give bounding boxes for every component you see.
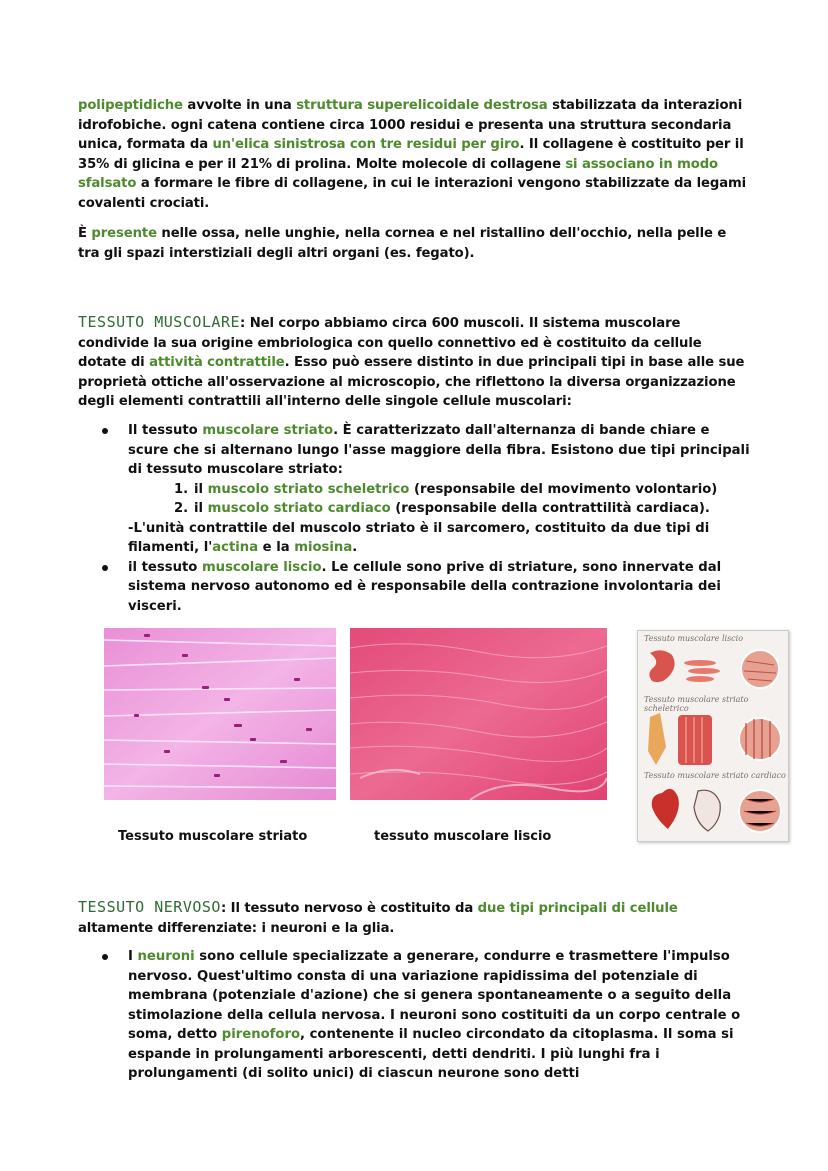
- list-item-neurons: [100, 947, 750, 1084]
- muscle-types-illustration: [637, 630, 789, 842]
- caption-smooth: tessuto muscolare liscio: [374, 829, 552, 844]
- body-text: e la: [258, 540, 295, 555]
- body-text: . È caratterizzato dall'alternanza di bande chiare e scure che si alternano lungo l'asse maggiore della fibra. Esistono due tipi principali di tessuto muscolare striato:: [128, 423, 750, 477]
- highlight-text: neuroni: [137, 949, 195, 964]
- smooth-muscle-micrograph: [350, 628, 607, 800]
- skeletal-muscle-icon: [642, 707, 784, 771]
- highlight-text: si associano in modo sfalsato: [78, 156, 719, 191]
- highlight-text: presente: [91, 226, 157, 241]
- body-text: nelle ossa, nelle unghie, nella cornea e nel ristallino dell'occhio, nella pelle e tra gli spazi interstiziali degli altri organi (es. fegato).: [78, 226, 727, 261]
- section-heading-muscle: TESSUTO MUSCOLARE: [78, 313, 241, 331]
- list-number: 1.: [174, 481, 189, 497]
- list-item-cardiac: [174, 499, 750, 519]
- body-text: (responsabile della contrattilità cardiaca).: [390, 501, 710, 516]
- caption-striated: Tessuto muscolare striato: [118, 829, 308, 844]
- cardiac-muscle-icon: [642, 783, 784, 837]
- bullet-dot: [102, 565, 108, 571]
- bullet-dot: [102, 954, 108, 960]
- highlight-text: muscolo striato scheletrico: [207, 481, 410, 497]
- body-text: a formare le fibre di collagene, in cui le interazioni vengono stabilizzate da legami covalenti crociati.: [78, 176, 747, 211]
- body-text: il tessuto: [128, 559, 202, 575]
- highlight-text: muscolare liscio: [201, 559, 322, 575]
- striated-muscle-micrograph: [104, 628, 336, 800]
- body-text: avvolte in una: [182, 98, 297, 113]
- body-text: (responsabile del movimento volontario): [409, 481, 718, 497]
- body-text: : Il tessuto nervoso è costituito da: [220, 901, 478, 916]
- body-text: , contenente il nucleo circondato da citoplasma. Il soma si espande in prolungamenti arborescenti, detti dendriti. I più lunghi fra i prolungamenti (di solito unici) di ciascun neurone sono detti: [128, 1027, 734, 1081]
- list-item-smooth: [100, 558, 750, 617]
- list-number: 2.: [174, 501, 189, 516]
- muscle-types-list: [100, 421, 750, 616]
- collagen-location-paragraph: [78, 224, 750, 263]
- body-text: : Nel corpo abbiamo circa 600 muscoli. Il sistema muscolare condivide la sua origine embriologica con quello connettivo ed è costituito da cellule dotate di: [78, 316, 702, 370]
- highlight-text: pirenoforo: [221, 1027, 301, 1042]
- body-text: Il tessuto: [128, 423, 203, 438]
- highlight-text: un'elica sinistrosa con tre residui per giro: [212, 137, 520, 152]
- highlight-text: muscolare striato: [202, 423, 334, 438]
- body-text: . Le cellule sono prive di striature, sono innervate dal sistema nervoso autonomo ed è responsabile della contrazione involontaria dei visceri.: [128, 559, 722, 614]
- inset-label-smooth: Tessuto muscolare liscio: [644, 634, 744, 643]
- body-text: altamente differenziate: i neuroni e la glia.: [78, 920, 395, 936]
- bullet-dot: [102, 428, 108, 434]
- highlight-text: attività contrattile: [149, 355, 285, 370]
- inset-label-cardiac: Tessuto muscolare striato cardiaco: [644, 771, 786, 780]
- highlight-text: polipeptidiche: [78, 98, 183, 113]
- muscle-tissue-paragraph: [78, 313, 750, 412]
- body-text: È: [78, 226, 92, 241]
- body-text: -L'unità contrattile del muscolo striato è il sarcomero, costituito da due tipi di filamenti, l': [128, 520, 710, 555]
- body-text: I: [128, 949, 138, 964]
- smooth-muscle-icon: [642, 645, 784, 693]
- body-text: il: [194, 501, 208, 516]
- highlight-text: miosina: [294, 540, 353, 555]
- body-text: .: [352, 540, 358, 555]
- body-text: il: [194, 481, 208, 497]
- collagen-paragraph: [78, 96, 750, 213]
- inset-label-skeletal: Tessuto muscolare striato scheletrico: [644, 695, 749, 713]
- sarcomere-note: [128, 519, 750, 558]
- body-text: sono cellule specializzate a generare, condurre e trasmettere l'impulso nervoso. Quest'ultimo consta di una variazione rapidissima del potenziale di membrana (potenziale d'azione) che si genera spontaneamente o a seguito della stimolazione della cellula nervosa. I neuroni sono costituiti da un corpo centrale o soma, detto: [128, 949, 741, 1042]
- highlight-text: struttura superelicoidale destrosa: [296, 98, 548, 113]
- body-text: . Il collagene è costituito per il 35% di glicina e per il 21% di prolina. Molte molecole di collagene: [78, 137, 744, 172]
- body-text: . Esso può essere distinto in due principali tipi in base alle sue proprietà ottiche all'osservazione al microscopio, che riflettono la diversa organizzazione degli elementi contrattili all'interno delle singole cellule muscolari:: [78, 355, 745, 409]
- striated-subtypes-list: [128, 480, 750, 519]
- section-heading-nervous: TESSUTO NERVOSO: [78, 898, 221, 916]
- highlight-text: muscolo striato cardiaco: [207, 501, 391, 516]
- list-item-striated: [100, 421, 750, 558]
- list-item-skeletal: [174, 480, 750, 500]
- highlight-text: actina: [212, 540, 259, 555]
- highlight-text: due tipi principali di cellule: [477, 901, 678, 916]
- nervous-cells-list: [100, 947, 750, 1084]
- body-text: stabilizzata da interazioni idrofobiche. ogni catena contiene circa 1000 residui e presenta una struttura secondaria unica, formata da: [78, 98, 743, 152]
- nervous-tissue-paragraph: [78, 898, 750, 938]
